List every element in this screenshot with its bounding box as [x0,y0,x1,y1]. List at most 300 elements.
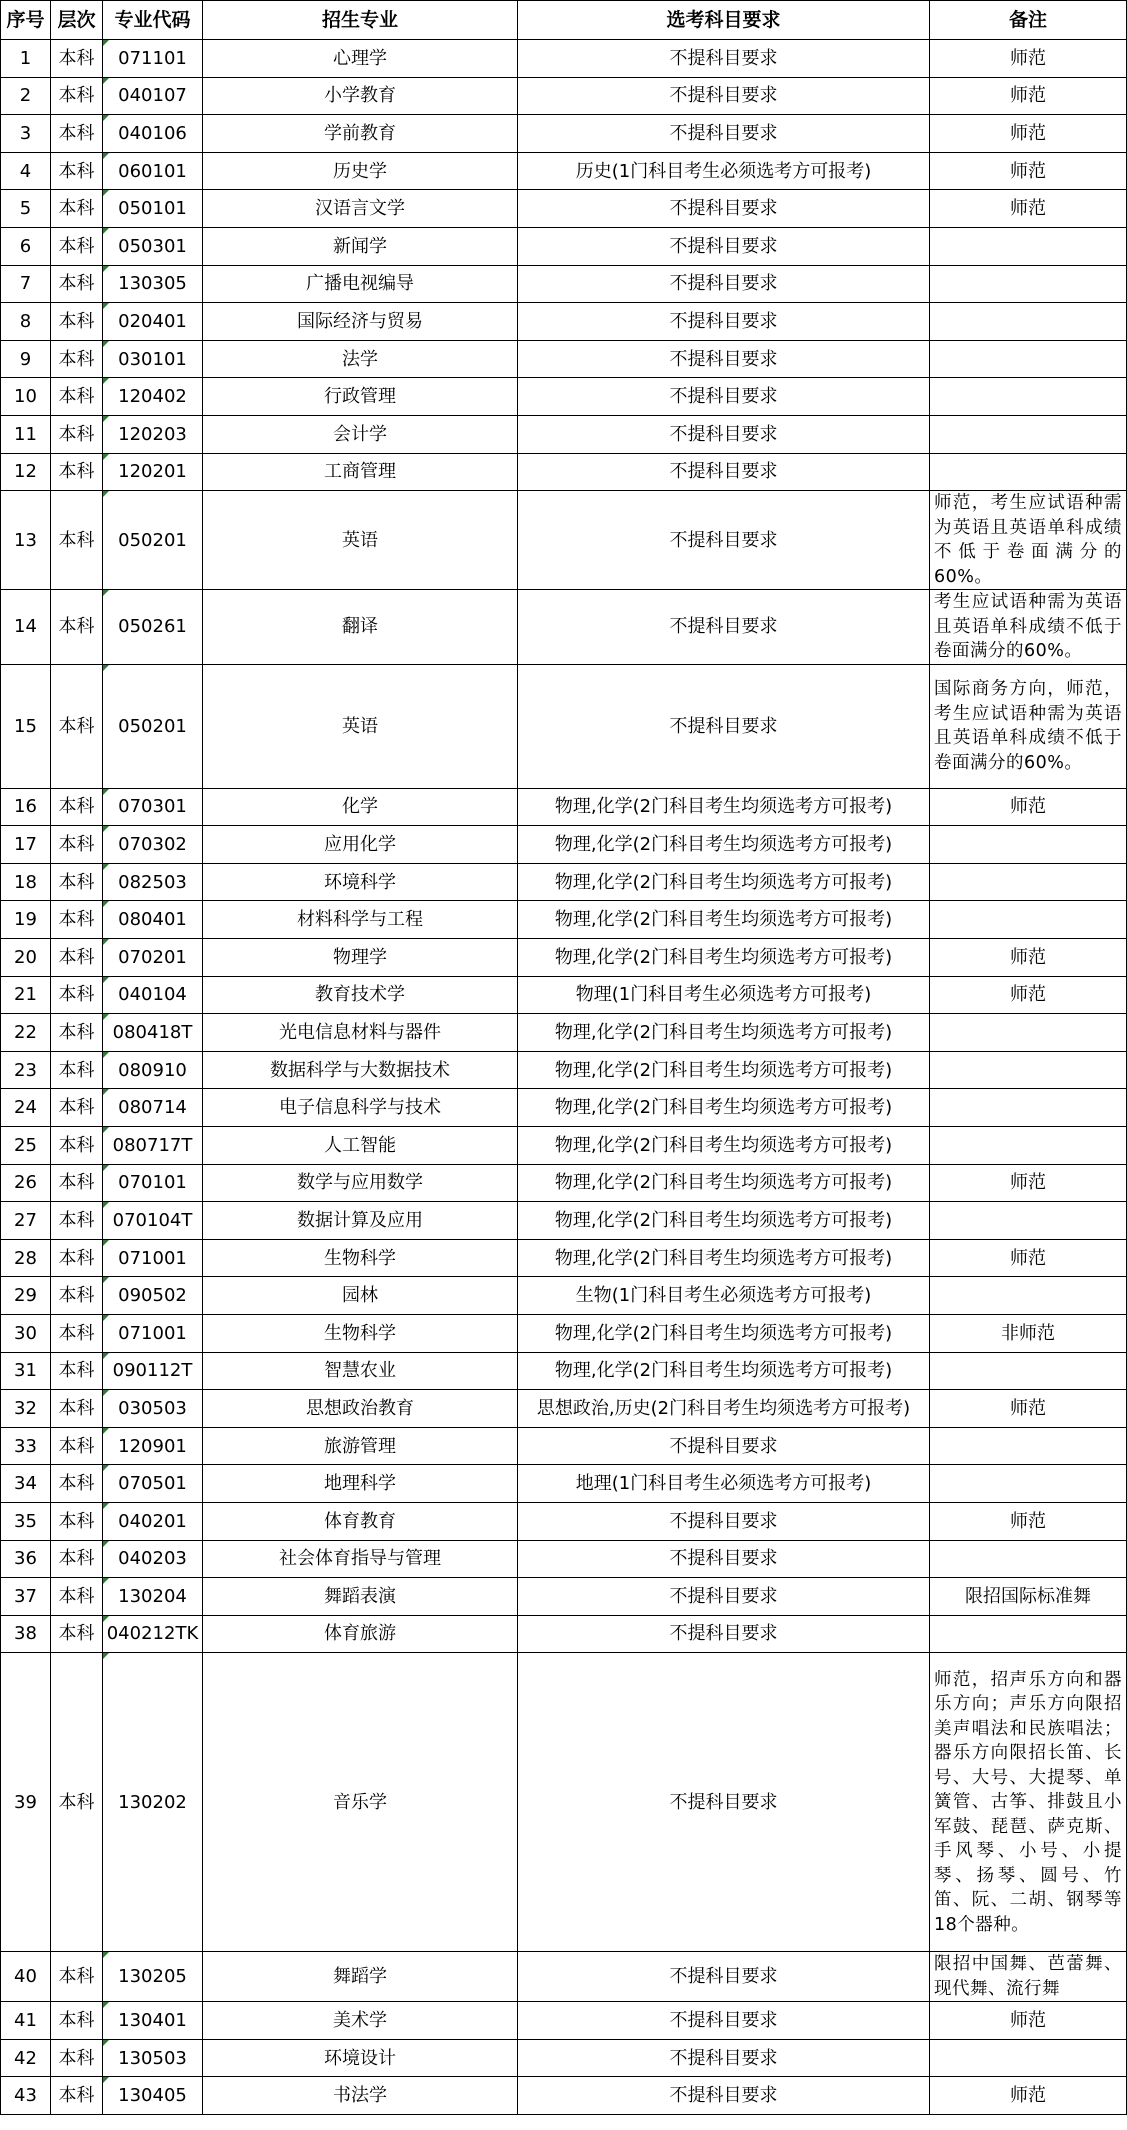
row-major: 旅游管理 [203,1427,518,1465]
row-level: 本科 [51,378,103,416]
row-number: 29 [1,1277,51,1315]
row-code: 080714 [103,1089,203,1127]
row-note [930,378,1127,416]
row-number: 40 [1,1952,51,2002]
row-note [930,303,1127,341]
row-major: 材料科学与工程 [203,901,518,939]
row-number: 28 [1,1239,51,1277]
row-note [930,1540,1127,1578]
row-major: 化学 [203,788,518,826]
row-major: 翻译 [203,590,518,665]
row-requirement: 不提科目要求 [518,40,930,78]
row-level: 本科 [51,826,103,864]
row-requirement: 不提科目要求 [518,265,930,303]
row-code: 130205 [103,1952,203,2002]
row-requirement: 物理,化学(2门科目考生均须选考方可报考) [518,1014,930,1052]
row-number: 31 [1,1352,51,1390]
row-level: 本科 [51,1202,103,1240]
row-requirement: 不提科目要求 [518,664,930,788]
row-major: 地理科学 [203,1465,518,1503]
table-row [1,2039,1127,2077]
row-major: 学前教育 [203,115,518,153]
row-requirement: 物理,化学(2门科目考生均须选考方可报考) [518,826,930,864]
row-level: 本科 [51,590,103,665]
row-number: 18 [1,863,51,901]
table-row [1,826,1127,864]
row-level: 本科 [51,1126,103,1164]
row-major: 数学与应用数学 [203,1164,518,1202]
row-major: 历史学 [203,152,518,190]
row-requirement: 思想政治,历史(2门科目考生均须选考方可报考) [518,1390,930,1428]
table-row [1,1465,1127,1503]
row-level: 本科 [51,1952,103,2002]
row-major: 法学 [203,340,518,378]
row-major: 教育技术学 [203,976,518,1014]
row-requirement: 不提科目要求 [518,340,930,378]
row-code: 130503 [103,2039,203,2077]
row-number: 1 [1,40,51,78]
row-level: 本科 [51,1051,103,1089]
row-level: 本科 [51,1164,103,1202]
row-note: 师范 [930,976,1127,1014]
row-number: 13 [1,491,51,590]
row-note: 师范，招声乐方向和器乐方向；声乐方向限招美声唱法和民族唱法；器乐方向限招长笛、长号、大号、大提琴、单簧管、古筝、排鼓且小军鼓、琵琶、萨克斯、手风琴、小号、小提琴、扬琴、圆号、竹笛、阮、二胡、钢琴等18个器种。 [930,1653,1127,1952]
row-code: 060101 [103,152,203,190]
row-level: 本科 [51,1352,103,1390]
row-level: 本科 [51,2002,103,2040]
row-major: 数据计算及应用 [203,1202,518,1240]
row-code: 080717T [103,1126,203,1164]
row-major: 国际经济与贸易 [203,303,518,341]
row-requirement: 不提科目要求 [518,2039,930,2077]
row-number: 21 [1,976,51,1014]
row-major: 行政管理 [203,378,518,416]
row-number: 23 [1,1051,51,1089]
row-number: 8 [1,303,51,341]
row-requirement: 不提科目要求 [518,2077,930,2115]
row-code: 040104 [103,976,203,1014]
table-row [1,1051,1127,1089]
row-major: 应用化学 [203,826,518,864]
row-number: 27 [1,1202,51,1240]
row-number: 41 [1,2002,51,2040]
row-code: 120901 [103,1427,203,1465]
row-major: 舞蹈学 [203,1952,518,2002]
row-note: 师范 [930,2002,1127,2040]
row-requirement: 物理,化学(2门科目考生均须选考方可报考) [518,1239,930,1277]
row-requirement: 不提科目要求 [518,1615,930,1653]
table-row [1,1578,1127,1616]
table-row [1,227,1127,265]
row-note: 考生应试语种需为英语且英语单科成绩不低于卷面满分的60%。 [930,590,1127,665]
row-number: 39 [1,1653,51,1952]
row-level: 本科 [51,788,103,826]
row-note: 师范，考生应试语种需为英语且英语单科成绩不低于卷面满分的60%。 [930,491,1127,590]
row-major: 数据科学与大数据技术 [203,1051,518,1089]
row-note: 限招国际标准舞 [930,1578,1127,1616]
row-code: 020401 [103,303,203,341]
row-note [930,1352,1127,1390]
row-code: 090112T [103,1352,203,1390]
row-note: 师范 [930,788,1127,826]
row-major: 环境科学 [203,863,518,901]
header-requirement: 选考科目要求 [518,1,930,40]
table-row [1,152,1127,190]
row-number: 25 [1,1126,51,1164]
row-note [930,265,1127,303]
table-row [1,1653,1127,1952]
row-requirement: 不提科目要求 [518,453,930,491]
row-code: 071001 [103,1314,203,1352]
row-number: 42 [1,2039,51,2077]
row-level: 本科 [51,1465,103,1503]
table-row [1,1952,1127,2002]
row-code: 090502 [103,1277,203,1315]
row-note [930,1427,1127,1465]
row-code: 040203 [103,1540,203,1578]
row-requirement: 不提科目要求 [518,227,930,265]
row-note [930,863,1127,901]
table-row [1,2077,1127,2115]
row-number: 4 [1,152,51,190]
header-row [1,1,1127,40]
row-note: 师范 [930,939,1127,977]
header-no: 序号 [1,1,51,40]
table-row [1,491,1127,590]
row-major: 英语 [203,491,518,590]
row-number: 7 [1,265,51,303]
row-code: 070501 [103,1465,203,1503]
table-row [1,415,1127,453]
table-row [1,901,1127,939]
row-level: 本科 [51,2039,103,2077]
row-level: 本科 [51,415,103,453]
row-code: 070302 [103,826,203,864]
row-number: 34 [1,1465,51,1503]
row-code: 080910 [103,1051,203,1089]
row-level: 本科 [51,1277,103,1315]
row-major: 美术学 [203,2002,518,2040]
row-major: 会计学 [203,415,518,453]
row-level: 本科 [51,1502,103,1540]
row-number: 14 [1,590,51,665]
row-number: 22 [1,1014,51,1052]
row-code: 070301 [103,788,203,826]
row-note: 师范 [930,2077,1127,2115]
row-number: 32 [1,1390,51,1428]
row-level: 本科 [51,664,103,788]
row-level: 本科 [51,453,103,491]
table-row [1,976,1127,1014]
row-note: 师范 [930,1390,1127,1428]
row-major: 汉语言文学 [203,190,518,228]
row-number: 43 [1,2077,51,2115]
row-note [930,2039,1127,2077]
row-note: 师范 [930,77,1127,115]
row-note: 国际商务方向，师范，考生应试语种需为英语且英语单科成绩不低于卷面满分的60%。 [930,664,1127,788]
row-code: 050301 [103,227,203,265]
row-code: 080418T [103,1014,203,1052]
row-major: 舞蹈表演 [203,1578,518,1616]
table-row [1,788,1127,826]
row-code: 071001 [103,1239,203,1277]
row-number: 12 [1,453,51,491]
row-major: 智慧农业 [203,1352,518,1390]
row-level: 本科 [51,265,103,303]
row-requirement: 不提科目要求 [518,590,930,665]
row-note [930,1089,1127,1127]
row-major: 物理学 [203,939,518,977]
row-level: 本科 [51,227,103,265]
row-number: 19 [1,901,51,939]
row-note: 师范 [930,1239,1127,1277]
row-level: 本科 [51,77,103,115]
row-major: 思想政治教育 [203,1390,518,1428]
row-number: 15 [1,664,51,788]
row-level: 本科 [51,901,103,939]
row-code: 130305 [103,265,203,303]
row-requirement: 物理,化学(2门科目考生均须选考方可报考) [518,1202,930,1240]
row-number: 11 [1,415,51,453]
row-code: 070101 [103,1164,203,1202]
row-code: 082503 [103,863,203,901]
row-level: 本科 [51,976,103,1014]
table-row [1,303,1127,341]
row-requirement: 不提科目要求 [518,378,930,416]
row-level: 本科 [51,1615,103,1653]
row-number: 10 [1,378,51,416]
row-requirement: 不提科目要求 [518,1427,930,1465]
row-note: 非师范 [930,1314,1127,1352]
row-major: 工商管理 [203,453,518,491]
table-row [1,1277,1127,1315]
row-note [930,1014,1127,1052]
table-row [1,40,1127,78]
row-number: 16 [1,788,51,826]
row-code: 120402 [103,378,203,416]
table-row [1,863,1127,901]
row-number: 17 [1,826,51,864]
row-note [930,1202,1127,1240]
row-major: 生物科学 [203,1239,518,1277]
row-number: 35 [1,1502,51,1540]
table-row [1,1164,1127,1202]
header-major: 招生专业 [203,1,518,40]
row-code: 030101 [103,340,203,378]
row-requirement: 不提科目要求 [518,303,930,341]
row-code: 130405 [103,2077,203,2115]
row-level: 本科 [51,863,103,901]
row-level: 本科 [51,1540,103,1578]
table-row [1,340,1127,378]
table-row [1,590,1127,665]
row-note [930,901,1127,939]
row-number: 36 [1,1540,51,1578]
row-requirement: 地理(1门科目考生必须选考方可报考) [518,1465,930,1503]
row-level: 本科 [51,303,103,341]
row-major: 英语 [203,664,518,788]
row-requirement: 不提科目要求 [518,415,930,453]
row-requirement: 历史(1门科目考生必须选考方可报考) [518,152,930,190]
row-level: 本科 [51,1089,103,1127]
row-major: 心理学 [203,40,518,78]
row-note: 师范 [930,152,1127,190]
row-number: 2 [1,77,51,115]
row-code: 120201 [103,453,203,491]
row-code: 050101 [103,190,203,228]
row-note [930,227,1127,265]
row-note [930,340,1127,378]
table-row [1,2002,1127,2040]
row-major: 生物科学 [203,1314,518,1352]
row-requirement: 不提科目要求 [518,115,930,153]
row-requirement: 不提科目要求 [518,1653,930,1952]
row-level: 本科 [51,1653,103,1952]
row-code: 040107 [103,77,203,115]
row-requirement: 物理,化学(2门科目考生均须选考方可报考) [518,1314,930,1352]
row-note: 师范 [930,1164,1127,1202]
row-code: 130401 [103,2002,203,2040]
row-requirement: 物理,化学(2门科目考生均须选考方可报考) [518,788,930,826]
row-code: 040201 [103,1502,203,1540]
row-requirement: 不提科目要求 [518,1578,930,1616]
table-row [1,1390,1127,1428]
row-number: 38 [1,1615,51,1653]
row-number: 30 [1,1314,51,1352]
row-code: 130204 [103,1578,203,1616]
row-code: 050201 [103,664,203,788]
row-major: 电子信息科学与技术 [203,1089,518,1127]
row-major: 体育教育 [203,1502,518,1540]
table-row [1,939,1127,977]
row-requirement: 物理,化学(2门科目考生均须选考方可报考) [518,863,930,901]
row-level: 本科 [51,1390,103,1428]
header-note: 备注 [930,1,1127,40]
row-level: 本科 [51,152,103,190]
row-level: 本科 [51,190,103,228]
row-requirement: 物理,化学(2门科目考生均须选考方可报考) [518,1126,930,1164]
row-requirement: 不提科目要求 [518,190,930,228]
row-note: 师范 [930,1502,1127,1540]
row-requirement: 不提科目要求 [518,1502,930,1540]
row-code: 040106 [103,115,203,153]
table-row [1,664,1127,788]
table-row [1,1314,1127,1352]
row-requirement: 物理,化学(2门科目考生均须选考方可报考) [518,1164,930,1202]
table-row [1,265,1127,303]
row-code: 070104T [103,1202,203,1240]
row-note [930,1277,1127,1315]
row-note: 师范 [930,40,1127,78]
row-number: 33 [1,1427,51,1465]
row-number: 3 [1,115,51,153]
row-requirement: 物理,化学(2门科目考生均须选考方可报考) [518,939,930,977]
table-row [1,1540,1127,1578]
table-row [1,1014,1127,1052]
row-level: 本科 [51,1239,103,1277]
row-note [930,1051,1127,1089]
row-code: 030503 [103,1390,203,1428]
row-requirement: 生物(1门科目考生必须选考方可报考) [518,1277,930,1315]
table-row [1,1352,1127,1390]
row-level: 本科 [51,491,103,590]
row-note: 师范 [930,115,1127,153]
row-level: 本科 [51,115,103,153]
row-number: 20 [1,939,51,977]
row-level: 本科 [51,1314,103,1352]
row-major: 人工智能 [203,1126,518,1164]
row-note: 师范 [930,190,1127,228]
row-note [930,415,1127,453]
row-requirement: 物理,化学(2门科目考生均须选考方可报考) [518,1051,930,1089]
row-number: 5 [1,190,51,228]
table-row [1,453,1127,491]
row-major: 音乐学 [203,1653,518,1952]
table-row [1,1615,1127,1653]
row-level: 本科 [51,1427,103,1465]
row-number: 26 [1,1164,51,1202]
row-major: 社会体育指导与管理 [203,1540,518,1578]
table-row [1,1427,1127,1465]
header-code: 专业代码 [103,1,203,40]
row-level: 本科 [51,1578,103,1616]
table-row [1,1239,1127,1277]
table-row [1,1126,1127,1164]
row-code: 050261 [103,590,203,665]
row-level: 本科 [51,340,103,378]
row-number: 9 [1,340,51,378]
row-major: 环境设计 [203,2039,518,2077]
row-level: 本科 [51,40,103,78]
row-major: 园林 [203,1277,518,1315]
row-number: 24 [1,1089,51,1127]
row-number: 37 [1,1578,51,1616]
row-requirement: 不提科目要求 [518,77,930,115]
table-row [1,1502,1127,1540]
row-note [930,453,1127,491]
row-requirement: 物理(1门科目考生必须选考方可报考) [518,976,930,1014]
row-code: 070201 [103,939,203,977]
table-row [1,190,1127,228]
row-code: 130202 [103,1653,203,1952]
row-requirement: 物理,化学(2门科目考生均须选考方可报考) [518,901,930,939]
row-code: 120203 [103,415,203,453]
row-code: 050201 [103,491,203,590]
row-number: 6 [1,227,51,265]
row-note [930,1465,1127,1503]
row-note [930,1615,1127,1653]
table-row [1,1089,1127,1127]
header-level: 层次 [51,1,103,40]
row-major: 新闻学 [203,227,518,265]
row-level: 本科 [51,939,103,977]
table-row [1,1202,1127,1240]
table-row [1,77,1127,115]
table-row [1,378,1127,416]
row-requirement: 不提科目要求 [518,491,930,590]
row-major: 光电信息材料与器件 [203,1014,518,1052]
row-major: 小学教育 [203,77,518,115]
row-level: 本科 [51,1014,103,1052]
row-major: 体育旅游 [203,1615,518,1653]
row-note: 限招中国舞、芭蕾舞、现代舞、流行舞 [930,1952,1127,2002]
row-code: 080401 [103,901,203,939]
row-requirement: 物理,化学(2门科目考生均须选考方可报考) [518,1089,930,1127]
table-row [1,115,1127,153]
row-requirement: 不提科目要求 [518,2002,930,2040]
row-level: 本科 [51,2077,103,2115]
row-requirement: 不提科目要求 [518,1540,930,1578]
